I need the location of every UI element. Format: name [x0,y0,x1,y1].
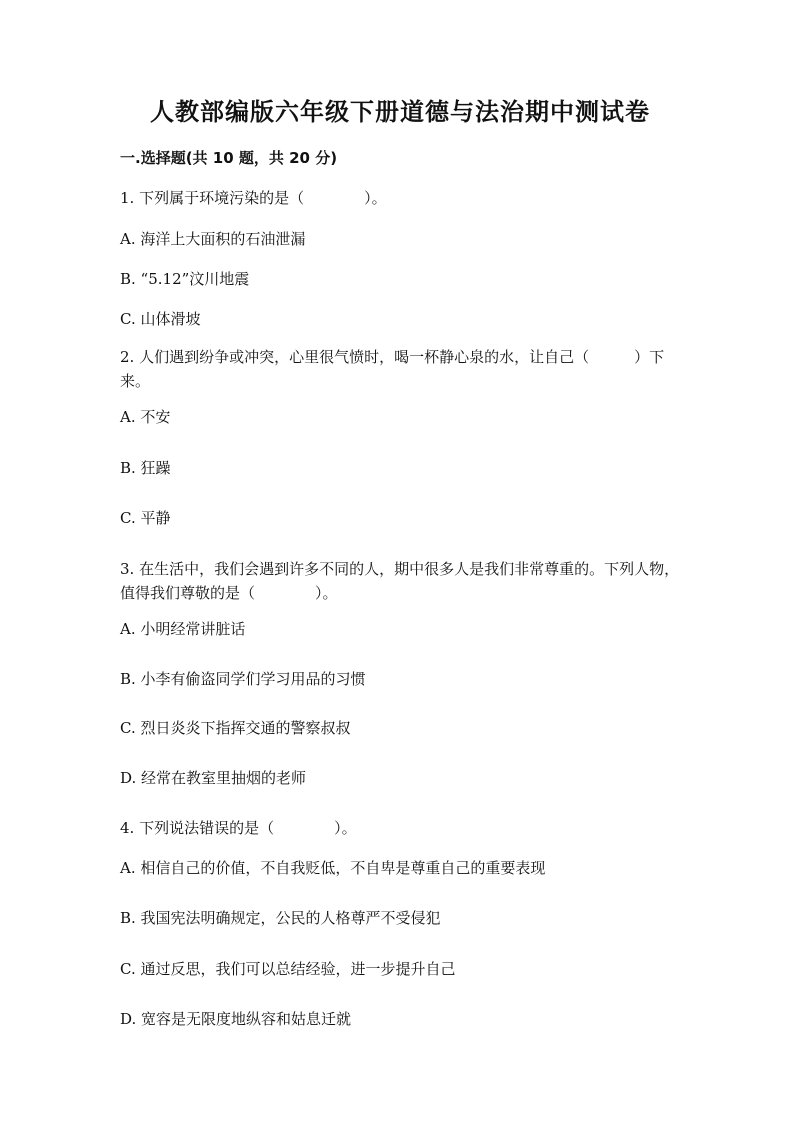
question-1-option-a: A. 海洋上大面积的石油泄漏 [120,230,306,248]
question-3-text: 3. 在生活中，我们会遇到许多不同的人，期中很多人是我们非常尊重的。下列人物， 值得我们尊敬的是（ ）。 [120,560,687,602]
question-1 [120,186,680,210]
question-4-option-d: D. 宽容是无限度地纵容和姑息迁就 [120,1010,352,1028]
question-3-option-b: B. 小李有偷盗同学们学习用品的习惯 [120,670,366,688]
question-2-option-a: A. 不安 [120,408,171,426]
question-4-option-a: A. 相信自己的价值，不自我贬低，不自卑是尊重自己的重要表现 [120,859,546,877]
question-4-option-c: C. 通过反思，我们可以总结经验，进一步提升自己 [120,960,456,978]
question-3 [120,557,687,605]
question-4 [120,816,680,840]
question-3-option-a: A. 小明经常讲脏话 [120,620,246,638]
question-4-option-b: B. 我国宪法明确规定，公民的人格尊严不受侵犯 [120,909,441,927]
question-1-option-b: B. “5.12”汶川地震 [120,270,250,288]
question-3-option-c: C. 烈日炎炎下指挥交通的警察叔叔 [120,719,351,737]
question-2 [120,345,680,393]
question-4-text: 4. 下列说法错误的是（ ）。 [120,819,357,837]
section-heading: 一.选择题(共 10 题，共 20 分) [120,149,338,167]
question-2-option-c: C. 平静 [120,509,171,527]
question-3-option-d: D. 经常在教室里抽烟的老师 [120,769,307,787]
question-1-option-c: C. 山体滑坡 [120,310,201,328]
question-1-text: 1. 下列属于环境污染的是（ ）。 [120,189,387,207]
question-2-option-b: B. 狂躁 [120,459,171,477]
question-2-text: 2. 人们遇到纷争或冲突，心里很气愤时，喝一杯静心泉的水，让自己（ ）下来。 [120,348,665,390]
page-title: 人教部编版六年级下册道德与法治期中测试卷 [150,98,650,126]
